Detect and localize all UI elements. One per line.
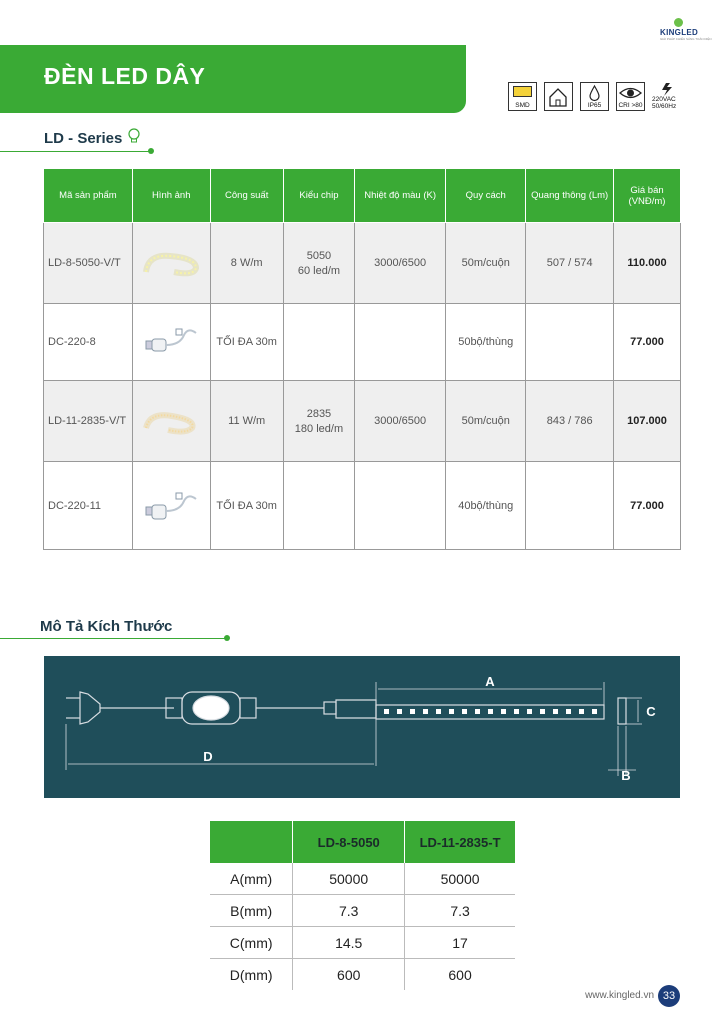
dims-header-blank (210, 821, 293, 863)
endcap-drawing (618, 698, 626, 724)
product-code: DC-220-11 (44, 462, 133, 550)
header-price: Giá bán (VNĐ/m) (614, 169, 681, 223)
product-image (132, 304, 210, 381)
product-price: 110.000 (614, 223, 681, 304)
led-dot (423, 709, 428, 714)
led-dot (462, 709, 467, 714)
product-lumen (526, 462, 614, 550)
table-row: C(mm) 14.5 17 (210, 927, 515, 959)
header-code: Mã sản phẩm (44, 169, 133, 223)
led-dot (553, 709, 558, 714)
indoor-house-icon (544, 82, 573, 111)
product-image (132, 462, 210, 550)
product-lumen (526, 304, 614, 381)
connector-image (140, 321, 202, 363)
product-pack: 40bộ/thùng (446, 462, 526, 550)
section-divider-dot (148, 148, 154, 154)
led-dot (540, 709, 545, 714)
dimension-heading: Mô Tả Kích Thước (40, 618, 173, 635)
section-divider-dot (224, 635, 230, 641)
ip65-icon: IP65 (580, 82, 609, 111)
table-row (44, 381, 681, 462)
dims-header-row (210, 821, 515, 863)
dimension-diagram (44, 656, 680, 798)
section-divider (0, 151, 150, 152)
dimension-table (210, 821, 515, 990)
controller-drawing (166, 692, 376, 724)
title-banner (0, 45, 466, 113)
cri-eye-icon: CRI >80 (616, 82, 645, 111)
product-lumen: 507 / 574 (526, 223, 614, 304)
led-dot (514, 709, 519, 714)
label-c: C (646, 704, 656, 719)
header-power: Công suất (210, 169, 283, 223)
plug-drawing (66, 692, 174, 724)
dims-header-model1: LD-8-5050 (293, 821, 405, 863)
led-dot (436, 709, 441, 714)
header-chip: Kiểu chip (283, 169, 354, 223)
product-lumen: 843 / 786 (526, 381, 614, 462)
header-pack: Quy cách (446, 169, 526, 223)
diagram-drawing (44, 656, 680, 798)
section-divider (0, 638, 226, 639)
bulb-icon (674, 18, 683, 27)
brand-tagline: GIẢI PHÁP CHIẾU SÁNG TOÀN DIỆN (660, 37, 712, 41)
led-strip-image (140, 242, 202, 284)
led-dot (384, 709, 389, 714)
smd-icon: SMD (508, 82, 537, 111)
voltage-line2: 50/60Hz (652, 103, 677, 110)
brand-logo (660, 18, 712, 42)
label-b: B (621, 768, 631, 783)
spec-icons (508, 82, 682, 112)
series-heading: LD - Series (44, 130, 123, 147)
voltage-icon (652, 82, 682, 111)
product-power: TỐI ĐA 30m (210, 304, 283, 381)
led-dot (475, 709, 480, 714)
label-d: D (203, 749, 213, 764)
led-dot (449, 709, 454, 714)
dims-header-model2: LD-11-2835-T (405, 821, 515, 863)
table-row (44, 462, 681, 550)
led-strip-image (140, 400, 202, 442)
product-pack: 50m/cuộn (446, 381, 526, 462)
product-pack: 50m/cuộn (446, 223, 526, 304)
led-dot (566, 709, 571, 714)
table-row: A(mm) 50000 50000 (210, 863, 515, 895)
product-cct: 3000/6500 (355, 223, 446, 304)
product-pack: 50bộ/thùng (446, 304, 526, 381)
table-header-row (44, 169, 681, 223)
product-chip (283, 462, 354, 550)
product-cct (355, 304, 446, 381)
led-dot (527, 709, 532, 714)
product-code: LD-11-2835-V/T (44, 381, 133, 462)
header-cct: Nhiệt độ màu (K) (355, 169, 446, 223)
product-chip (283, 304, 354, 381)
led-dot (592, 709, 597, 714)
product-power: TỐI ĐA 30m (210, 462, 283, 550)
brand-name: KINGLED (660, 28, 699, 37)
led-dot (579, 709, 584, 714)
product-chip: 5050 60 led/m (283, 223, 354, 304)
page-title: ĐÈN LED DÂY (44, 63, 206, 89)
table-row: B(mm) 7.3 7.3 (210, 895, 515, 927)
header-image: Hình ảnh (132, 169, 210, 223)
led-dot (501, 709, 506, 714)
product-image (132, 381, 210, 462)
led-dot (397, 709, 402, 714)
product-image (132, 223, 210, 304)
product-power: 11 W/m (210, 381, 283, 462)
page-number: 33 (658, 985, 680, 1007)
table-row: D(mm) 600 600 (210, 959, 515, 991)
product-table (43, 168, 681, 550)
label-a: A (485, 674, 495, 689)
connector-image (140, 485, 202, 527)
table-row (44, 304, 681, 381)
product-price: 77.000 (614, 462, 681, 550)
header-lumen: Quang thông (Lm) (526, 169, 614, 223)
led-dot (410, 709, 415, 714)
voltage-line1: 220VAC (652, 96, 676, 103)
product-chip: 2835 180 led/m (283, 381, 354, 462)
product-cct: 3000/6500 (355, 381, 446, 462)
strip-drawing (376, 705, 604, 719)
product-code: LD-8-5050-V/T (44, 223, 133, 304)
product-power: 8 W/m (210, 223, 283, 304)
bulb-icon (127, 128, 141, 144)
footer-url[interactable]: www.kingled.vn (585, 990, 654, 1001)
table-row (44, 223, 681, 304)
led-dot (488, 709, 493, 714)
product-price: 77.000 (614, 304, 681, 381)
product-price: 107.000 (614, 381, 681, 462)
product-code: DC-220-8 (44, 304, 133, 381)
product-cct (355, 462, 446, 550)
